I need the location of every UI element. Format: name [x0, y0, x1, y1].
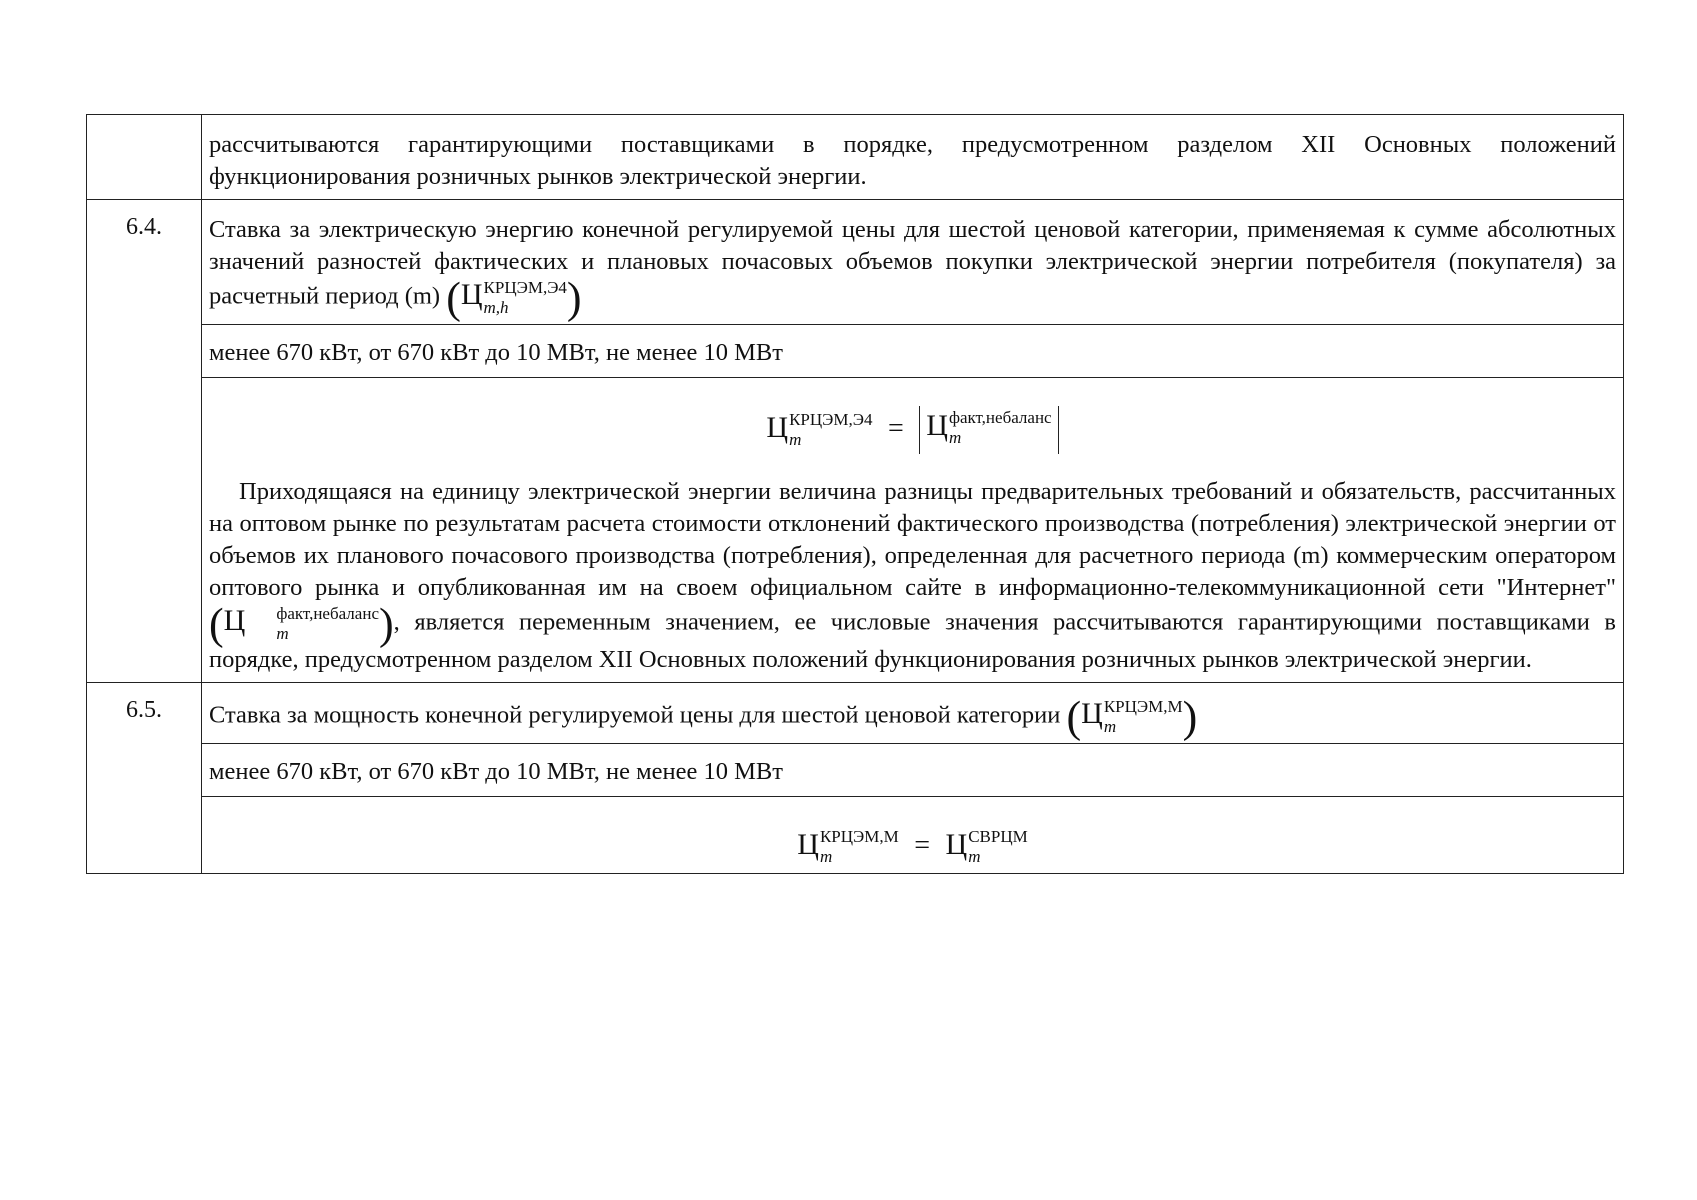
table-row-6-4-title — [87, 200, 1624, 325]
formula-lhs-base: Ц — [797, 828, 819, 861]
item-description-6-4 — [202, 200, 1624, 325]
number-cell-empty — [87, 115, 202, 200]
inline-symbol: (Ц факт,небаланс m ) — [209, 599, 394, 648]
description-text: Ставка за мощность конечной регулируемой цены для шестой ценовой категории — [209, 701, 1061, 729]
symbol-base: Ц — [1081, 696, 1103, 730]
formula-6-4 — [209, 392, 1616, 454]
description-text: Ставка за электрическую энергию конечной регулируемой цены для шестой ценовой категории, применяемая к сумме абсолютных значений разностей фактических и плановых почасовых объемов покупки электрической энергии потребителя (покупателя) за расчетный период (m) — [209, 216, 1616, 310]
explanation-text: Приходящаяся на единицу электрической энергии величина разницы предварительных требований и обязательств, рассчитанных на оптовом рынке по результатам расчета стоимости отклонений фактического производства (потребления) электрической энергии от объемов их планового почасового производства (потребления), определенная для расчетного периода (m) коммерческим оператором оптового рынка и опубликованная им на своем официальном сайте в информационно-телекоммуникационной сети "Интернет" — [209, 478, 1616, 601]
formula-lhs-sub: m — [819, 847, 833, 867]
explanation-paragraph — [209, 476, 1616, 676]
table-row-continuation — [87, 115, 1624, 200]
formula-cell-6-4 — [202, 378, 1624, 683]
inline-symbol-sub: m — [276, 624, 289, 643]
tariff-table — [86, 114, 1624, 874]
formula-rhs-sub: m — [968, 847, 981, 867]
symbol-base: Ц — [460, 277, 483, 311]
formula-lhs-sup: КРЦЭМ,Э4 — [789, 410, 873, 429]
formula-lhs-sup: КРЦЭМ,М — [819, 827, 899, 847]
absolute-value — [919, 406, 1058, 454]
inline-symbol-base: Ц — [223, 603, 246, 637]
formula-rhs-sub: m — [948, 428, 962, 448]
item-number-6-4: 6.4. — [87, 200, 202, 683]
symbol-formula: (Ц КРЦЭМ,М m ) — [1066, 692, 1198, 741]
formula-rhs-base: Ц — [945, 828, 968, 861]
formula-cell-6-5 — [202, 797, 1624, 874]
power-range-6-4: менее 670 кВт, от 670 кВт до 10 МВт, не менее 10 МВт — [202, 325, 1624, 378]
item-number-6-5: 6.5. — [87, 683, 202, 874]
formula-rhs-sup: факт,небаланс — [948, 408, 1052, 428]
table-row-6-4-power — [87, 325, 1624, 378]
power-range-6-5: менее 670 кВт, от 670 кВт до 10 МВт, не менее 10 МВт — [202, 744, 1624, 797]
formula-lhs-base: Ц — [766, 410, 789, 444]
symbol-superscript: КРЦЭМ,М — [1103, 697, 1183, 716]
equals-sign: = — [887, 412, 904, 444]
item-description-6-5 — [202, 683, 1624, 744]
table-row-6-5-formula — [87, 797, 1624, 874]
inline-symbol-sup: факт,небаланс — [276, 604, 379, 623]
symbol-subscript: m,h — [483, 298, 509, 317]
symbol-subscript: m — [1103, 717, 1117, 736]
table-row-6-5-power — [87, 744, 1624, 797]
formula-lhs-sub: m — [789, 430, 802, 449]
formula-6-5 — [209, 811, 1616, 867]
equals-sign: = — [914, 830, 931, 861]
table-row-6-4-formula — [87, 378, 1624, 683]
continuation-text: рассчитываются гарантирующими поставщиками в порядке, предусмотренном разделом XII Основных положений функционирования розничных рынков электрической энергии. — [209, 131, 1616, 190]
formula-rhs-base: Ц — [926, 409, 948, 442]
table-row-6-5-title — [87, 683, 1624, 744]
text-cell — [202, 115, 1624, 200]
symbol-formula: (Ц КРЦЭМ,Э4 m,h ) — [446, 273, 582, 322]
explanation-text-tail: , является переменным значением, ее числовые значения рассчитываются гарантирующими поставщиками в порядке, предусмотренном разделом XII Основных положений функционирования розничных рынков электрической энергии. — [209, 608, 1616, 673]
symbol-superscript: КРЦЭМ,Э4 — [483, 278, 567, 297]
formula-rhs-sup: СВРЦМ — [968, 827, 1028, 847]
